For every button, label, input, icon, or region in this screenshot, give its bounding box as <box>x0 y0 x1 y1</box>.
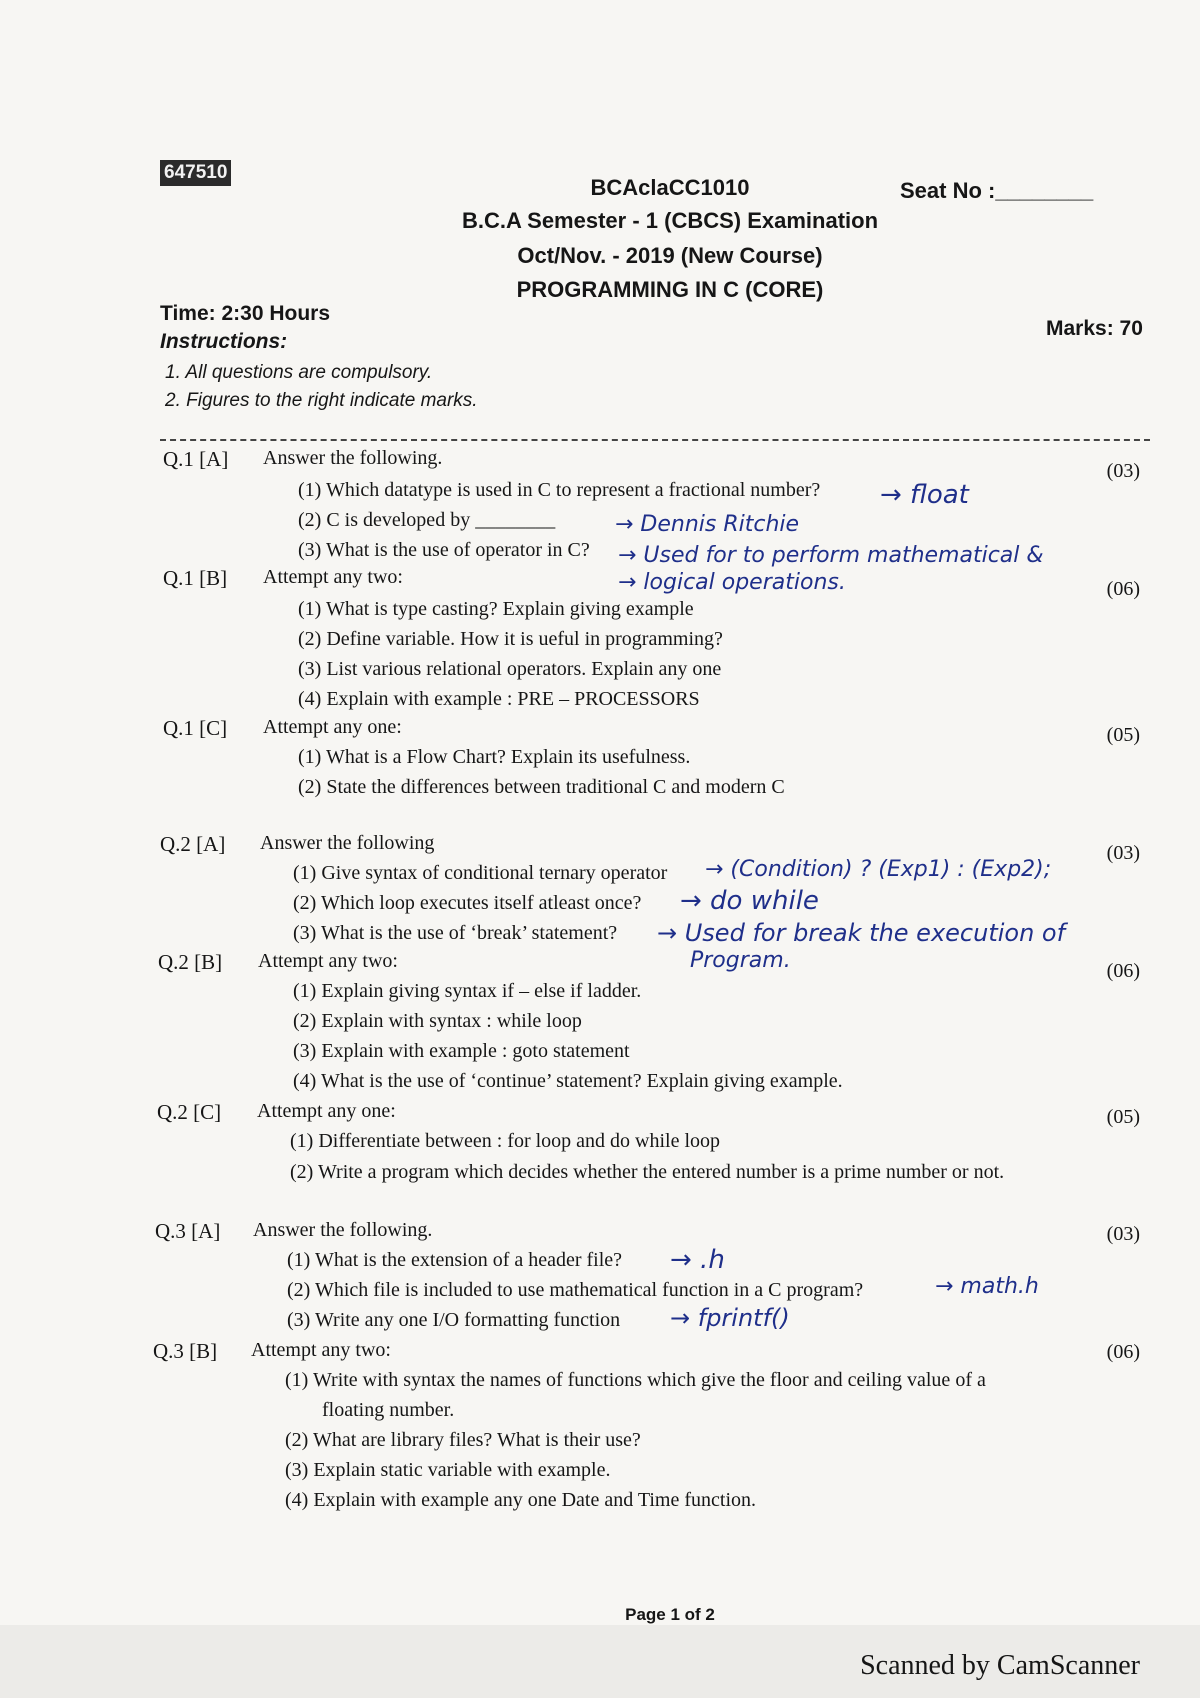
question-item: (1) Explain giving syntax if – else if ladder. <box>293 980 642 1002</box>
question-item: (2) What are library files? What is their use? <box>285 1429 641 1451</box>
question-label: Q.1 [A] <box>163 447 229 471</box>
instruction-1: 1. All questions are compulsory. <box>165 362 433 383</box>
question-marks: (03) <box>1106 460 1140 482</box>
exam-session: Oct/Nov. - 2019 (New Course) <box>517 243 823 268</box>
question-item: (1) Differentiate between : for loop and do while loop <box>290 1130 721 1152</box>
question-marks: (05) <box>1106 1106 1140 1128</box>
question-item: (2) Explain with syntax : while loop <box>293 1010 582 1032</box>
question-item: (3) Write any one I/O formatting function <box>287 1309 621 1331</box>
scanner-watermark: Scanned by CamScanner <box>860 1650 1140 1681</box>
instructions-label: Instructions: <box>160 330 288 353</box>
question-item: floating number. <box>322 1399 455 1421</box>
question-heading: Attempt any one: <box>263 716 402 738</box>
question-item: (2) C is developed by ________ <box>298 509 556 531</box>
handwritten-answer: → Used for to perform mathematical & <box>618 543 1044 568</box>
question-item: (1) Which datatype is used in C to represent a fractional number? <box>298 479 821 501</box>
handwritten-answer: → float <box>880 480 969 510</box>
question-item: (3) Explain static variable with example. <box>285 1459 611 1481</box>
course-code: BCAclaCC1010 <box>590 175 750 200</box>
handwritten-answer: → (Condition) ? (Exp1) : (Exp2); <box>705 857 1052 882</box>
question-item: (3) List various relational operators. Explain any one <box>298 658 722 680</box>
separator-line <box>160 439 1150 441</box>
handwritten-answer: → logical operations. <box>618 570 846 595</box>
question-item: (2) Write a program which decides whether the entered number is a prime number or not. <box>290 1161 1005 1183</box>
question-item: (1) What is the extension of a header file? <box>287 1249 623 1271</box>
question-heading: Answer the following <box>260 832 435 854</box>
exam-marks: Marks: 70 <box>1046 317 1143 340</box>
exam-time: Time: 2:30 Hours <box>160 302 330 325</box>
question-heading: Answer the following. <box>263 447 443 469</box>
question-item: (1) What is a Flow Chart? Explain its usefulness. <box>298 746 691 768</box>
paper-code: 647510 <box>160 160 231 186</box>
question-label: Q.1 [C] <box>163 716 228 740</box>
question-marks: (03) <box>1106 1223 1140 1245</box>
question-marks: (05) <box>1106 724 1140 746</box>
question-marks: (06) <box>1106 1341 1140 1363</box>
question-marks: (06) <box>1106 578 1140 600</box>
question-item: (2) State the differences between traditional C and modern C <box>298 776 785 798</box>
question-marks: (06) <box>1106 960 1140 982</box>
handwritten-answer: → .h <box>670 1245 725 1275</box>
handwritten-answer: → do while <box>680 886 819 916</box>
question-item: (3) Explain with example : goto statement <box>293 1040 630 1062</box>
question-item: (1) What is type casting? Explain giving example <box>298 598 694 620</box>
question-item: (1) Write with syntax the names of functions which give the floor and ceiling value of a <box>285 1369 986 1391</box>
question-heading: Attempt any two: <box>263 566 403 588</box>
handwritten-answer: Program. <box>690 948 791 973</box>
exam-title: B.C.A Semester - 1 (CBCS) Examination <box>461 208 879 233</box>
subject-title: PROGRAMMING IN C (CORE) <box>516 277 824 302</box>
question-marks: (03) <box>1106 842 1140 864</box>
handwritten-answer: → fprintf() <box>670 1304 790 1332</box>
question-heading: Attempt any two: <box>258 950 398 972</box>
question-label: Q.2 [C] <box>157 1100 222 1124</box>
question-item: (2) Define variable. How it is ueful in programming? <box>298 628 723 650</box>
question-label: Q.2 [A] <box>160 832 226 856</box>
question-item: (4) Explain with example any one Date and Time function. <box>285 1489 757 1511</box>
question-item: (4) Explain with example : PRE – PROCESSORS <box>298 688 700 710</box>
question-item: (3) What is the use of ‘break’ statement? <box>293 922 618 944</box>
question-item: (2) Which file is included to use mathematical function in a C program? <box>287 1279 864 1301</box>
question-label: Q.3 [B] <box>153 1339 218 1363</box>
seat-number: Seat No :________ <box>900 178 1094 203</box>
handwritten-answer: → Dennis Ritchie <box>615 512 800 537</box>
page-number: Page 1 of 2 <box>625 1605 715 1624</box>
handwritten-answer: → math.h <box>935 1274 1039 1299</box>
question-item: (4) What is the use of ‘continue’ statement? Explain giving example. <box>293 1070 843 1092</box>
question-label: Q.2 [B] <box>158 950 223 974</box>
instruction-2: 2. Figures to the right indicate marks. <box>165 390 478 411</box>
question-heading: Attempt any two: <box>251 1339 391 1361</box>
question-label: Q.3 [A] <box>155 1219 221 1243</box>
question-label: Q.1 [B] <box>163 566 228 590</box>
question-item: (2) Which loop executes itself atleast once? <box>293 892 642 914</box>
handwritten-answer: → Used for break the execution of <box>657 919 1066 947</box>
question-item: (1) Give syntax of conditional ternary operator <box>293 862 668 884</box>
question-item: (3) What is the use of operator in C? <box>298 539 590 561</box>
question-heading: Answer the following. <box>253 1219 433 1241</box>
question-heading: Attempt any one: <box>257 1100 396 1122</box>
